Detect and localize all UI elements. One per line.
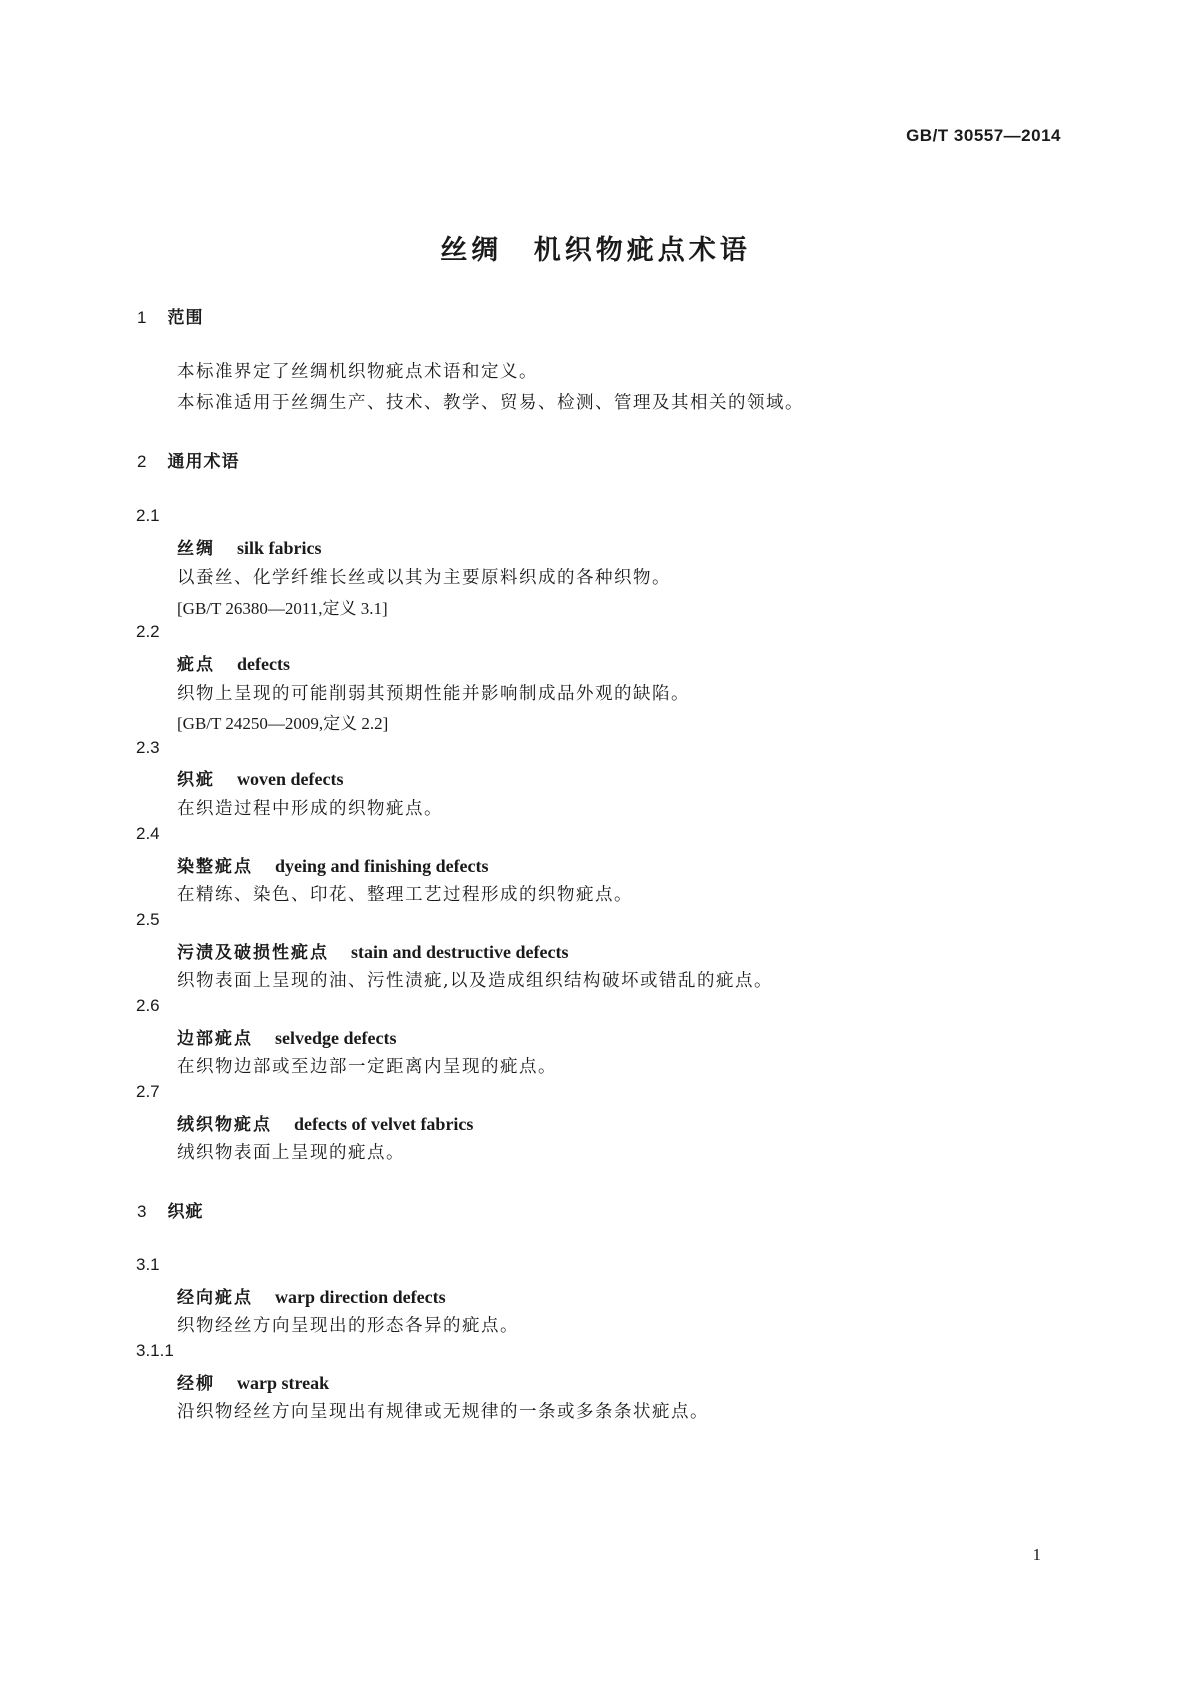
standard-code: GB/T 30557—2014 bbox=[906, 126, 1061, 145]
scope-paragraph: 本标准界定了丝绸机织物疵点术语和定义。 bbox=[177, 362, 538, 382]
clause-number: 2.2 bbox=[136, 622, 160, 641]
clause-number: 3.1.1 bbox=[136, 1341, 174, 1360]
section-number: 1 bbox=[137, 308, 148, 327]
document-title: 丝绸 机织物疵点术语 bbox=[440, 235, 751, 266]
term-english: warp direction defects bbox=[275, 1287, 446, 1307]
term-definition: 沿织物经丝方向呈现出有规律或无规律的一条或多条条状疵点。 bbox=[177, 1402, 709, 1422]
term-chinese: 经向疵点 bbox=[177, 1288, 253, 1308]
term-english: defects bbox=[237, 654, 290, 674]
clause-number: 2.4 bbox=[136, 824, 160, 843]
term-entry bbox=[177, 650, 290, 675]
term-english: woven defects bbox=[237, 769, 344, 789]
term-entry bbox=[177, 534, 322, 559]
term-definition: 在织造过程中形成的织物疵点。 bbox=[177, 799, 443, 819]
term-english: stain and destructive defects bbox=[351, 942, 569, 962]
section-heading-woven-defects bbox=[137, 1197, 203, 1222]
clause-number: 2.5 bbox=[136, 910, 160, 929]
term-english: selvedge defects bbox=[275, 1028, 397, 1048]
section-title: 织疵 bbox=[167, 1202, 204, 1222]
section-heading-general-terms bbox=[137, 447, 239, 472]
term-chinese: 疵点 bbox=[177, 655, 215, 675]
section-heading-scope bbox=[137, 303, 203, 328]
term-definition: 在精练、染色、印花、整理工艺过程形成的织物疵点。 bbox=[177, 885, 633, 905]
term-chinese: 绒织物疵点 bbox=[177, 1115, 272, 1135]
clause-number: 2.1 bbox=[136, 506, 160, 525]
term-entry bbox=[177, 1283, 446, 1308]
term-entry bbox=[177, 1110, 473, 1135]
term-definition: 织物表面上呈现的油、污性渍疵,以及造成组织结构破坏或错乱的疵点。 bbox=[177, 971, 774, 991]
clause-number: 2.7 bbox=[136, 1082, 160, 1101]
term-definition: 绒织物表面上呈现的疵点。 bbox=[177, 1143, 405, 1163]
term-english: silk fabrics bbox=[237, 538, 322, 558]
page-number: 1 bbox=[1032, 1545, 1041, 1564]
term-entry bbox=[177, 1369, 329, 1394]
term-chinese: 丝绸 bbox=[177, 539, 215, 559]
term-chinese: 污渍及破损性疵点 bbox=[177, 943, 329, 963]
term-definition: 以蚕丝、化学纤维长丝或以其为主要原料织成的各种织物。 bbox=[177, 568, 671, 588]
section-title: 范围 bbox=[167, 308, 204, 328]
term-english: warp streak bbox=[237, 1373, 330, 1393]
term-source: [GB/T 26380—2011,定义 3.1] bbox=[177, 599, 388, 618]
term-definition: 在织物边部或至边部一定距离内呈现的疵点。 bbox=[177, 1057, 557, 1077]
term-definition: 织物上呈现的可能削弱其预期性能并影响制成品外观的缺陷。 bbox=[177, 684, 690, 704]
term-definition: 织物经丝方向呈现出的形态各异的疵点。 bbox=[177, 1316, 519, 1336]
term-english: dyeing and finishing defects bbox=[275, 856, 489, 876]
scope-paragraph: 本标准适用于丝绸生产、技术、教学、贸易、检测、管理及其相关的领域。 bbox=[177, 393, 804, 413]
section-number: 2 bbox=[137, 452, 148, 471]
clause-number: 3.1 bbox=[136, 1255, 160, 1274]
term-chinese: 织疵 bbox=[177, 770, 215, 790]
term-english: defects of velvet fabrics bbox=[294, 1114, 474, 1134]
term-entry bbox=[177, 852, 489, 877]
term-entry bbox=[177, 938, 568, 963]
clause-number: 2.3 bbox=[136, 738, 160, 757]
term-entry bbox=[177, 765, 343, 790]
term-entry bbox=[177, 1024, 396, 1049]
term-chinese: 边部疵点 bbox=[177, 1029, 253, 1049]
term-source: [GB/T 24250—2009,定义 2.2] bbox=[177, 714, 389, 733]
section-number: 3 bbox=[137, 1202, 148, 1221]
term-chinese: 经柳 bbox=[177, 1374, 215, 1394]
term-chinese: 染整疵点 bbox=[177, 857, 253, 877]
clause-number: 2.6 bbox=[136, 996, 160, 1015]
section-title: 通用术语 bbox=[167, 452, 240, 472]
